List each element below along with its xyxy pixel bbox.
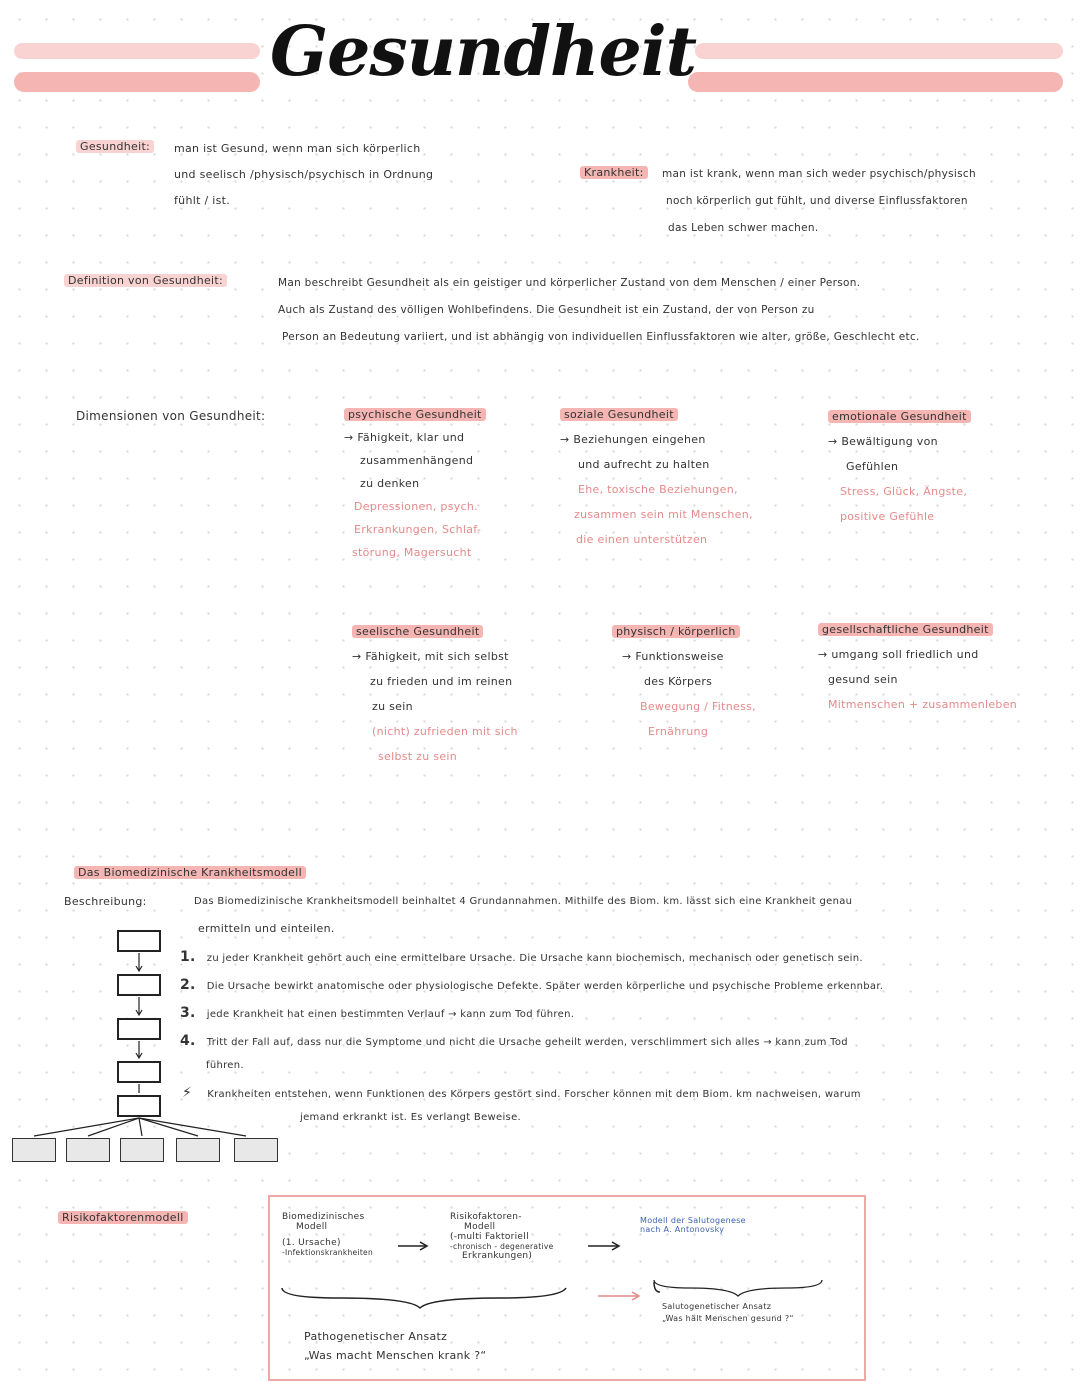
dimension-title: emotionale Gesundheit [828, 410, 971, 423]
page-title: Gesundheit [270, 12, 696, 92]
dimension-line: zu denken [360, 477, 420, 490]
risk-text: „Was hält Menschen gesund ?“ [662, 1314, 794, 1323]
dimension-psychisch [344, 408, 486, 559]
dimension-example: Stress, Glück, Ängste, [840, 485, 968, 498]
salutogenese-note [662, 1302, 794, 1323]
dimension-line: zusammenhängend [360, 454, 474, 467]
dimension-example: Mitmenschen + zusammenleben [828, 698, 1018, 711]
dimension-gesellschaftlich [818, 623, 1017, 711]
dimension-physisch [612, 625, 756, 738]
krankheit-text-2: noch körperlich gut fühlt, und diverse Einflussfaktoren [666, 195, 968, 207]
dimension-line: → Fähigkeit, klar und [344, 431, 465, 444]
dimension-line: zu sein [372, 700, 413, 713]
point-number: 3. [180, 1005, 196, 1021]
dimension-example: selbst zu sein [378, 750, 458, 763]
pathogenese-note [304, 1330, 486, 1362]
risk-text: Risikofaktoren- [450, 1212, 522, 1222]
dimensions-label: Dimensionen von Gesundheit: [76, 409, 266, 423]
definition-text-3: Person an Bedeutung variiert, und ist abhängig von individuellen Einflussfaktoren wie alter, größe, Geschlecht etc. [282, 331, 920, 343]
dimension-example: Erkrankungen, Schlaf- [354, 523, 482, 536]
header-band-right-dark [688, 72, 1063, 92]
biomed-heading: Das Biomedizinische Krankheitsmodell [74, 866, 306, 879]
risk-text: Modell der Salutogenese [640, 1216, 746, 1225]
krankheit-text-1: man ist krank, wenn man sich weder psychisch/physisch [662, 168, 976, 180]
dimension-line: zu frieden und im reinen [370, 675, 513, 688]
risk-text: Modell [464, 1222, 496, 1232]
dimension-line: → Fähigkeit, mit sich selbst [352, 650, 509, 663]
salutogenese-brace [650, 1276, 830, 1300]
lightning-icon: ⚡ [182, 1085, 193, 1101]
flow-arrows [0, 0, 300, 1170]
dimension-line: → Bewältigung von [828, 435, 938, 448]
point-text: Krankheiten entstehen, wenn Funktionen des Körpers gestört sind. Forscher können mit dem Biom. km nachweisen, warum [207, 1089, 861, 1100]
point-text: Die Ursache bewirkt anatomische oder physiologische Defekte. Später werden körperliche und psychische Probleme erkennbar. [206, 981, 884, 992]
header-band-right-light [695, 43, 1063, 59]
gesundheit-text-2: und seelisch /physisch/psychisch in Ordnung [174, 168, 434, 181]
dimension-line: → Funktionsweise [622, 650, 724, 663]
krankheit-label: Krankheit: [580, 166, 648, 179]
dimension-line: gesund sein [828, 673, 898, 686]
risk-text: Erkrankungen) [462, 1251, 533, 1261]
dimension-example: positive Gefühle [840, 510, 935, 523]
definition-label: Definition von Gesundheit: [64, 274, 227, 287]
biomed-desc-1: Das Biomedizinische Krankheitsmodell beinhaltet 4 Grundannahmen. Mithilfe des Biom. km. lässt sich eine Krankheit genau [194, 896, 853, 907]
dimension-example: (nicht) zufrieden mit sich [372, 725, 518, 738]
point-text: zu jeder Krankheit gehört auch eine ermittelbare Ursache. Die Ursache kann biochemisch, mechanisch oder genetisch sein. [206, 953, 863, 964]
point-number: 2. [180, 977, 196, 993]
definition-text-1: Man beschreibt Gesundheit als ein geistiger und körperlicher Zustand von dem Menschen / einer Person. [278, 277, 861, 289]
point-text: jede Krankheit hat einen bestimmten Verlauf → kann zum Tod führen. [206, 1009, 575, 1020]
biomed-desc-label: Beschreibung: [64, 895, 147, 908]
risk-text: Salutogenetischer Ansatz [662, 1302, 772, 1311]
risk-text: nach A. Antonovsky [640, 1225, 725, 1234]
dimension-line: des Körpers [644, 675, 713, 688]
dimension-title: psychische Gesundheit [344, 408, 486, 421]
risk-text: (1. Ursache) [282, 1238, 341, 1248]
dimension-emotional [828, 410, 971, 523]
dimension-title: soziale Gesundheit [560, 408, 753, 421]
point-number: 1. [180, 949, 196, 965]
dimension-title: seelische Gesundheit [352, 625, 518, 638]
risk-text: (-multi Faktoriell [450, 1232, 529, 1242]
risk-text: „Was macht Menschen krank ?“ [304, 1349, 487, 1362]
dimension-example: zusammen sein mit Menschen, [574, 508, 753, 521]
definition-text-2: Auch als Zustand des völligen Wohlbefindens. Die Gesundheit ist ein Zustand, der von Person zu [278, 304, 815, 316]
risk-text: -Infektionskrankheiten [282, 1248, 374, 1257]
dimension-example: die einen unterstützen [576, 533, 708, 546]
dimension-title: gesellschaftliche Gesundheit [818, 623, 1017, 636]
risk-text: Biomedizinisches [282, 1212, 365, 1222]
gesundheit-text-1: man ist Gesund, wenn man sich körperlich [174, 142, 421, 155]
risk-text: Pathogenetischer Ansatz [304, 1330, 448, 1343]
dimension-example: Ernährung [648, 725, 709, 738]
dimension-example: Bewegung / Fitness, [640, 700, 756, 713]
gesundheit-label: Gesundheit: [76, 140, 154, 153]
dimension-line: Gefühlen [846, 460, 899, 473]
dimension-seelisch [352, 625, 518, 763]
dimension-example: störung, Magersucht [352, 546, 472, 559]
biomed-point-5-cont: jemand erkrankt ist. Es verlangt Beweise. [300, 1112, 521, 1123]
risk-label: Risikofaktorenmodell [58, 1211, 188, 1224]
risk-text: Modell [296, 1222, 328, 1232]
dimension-line: → Beziehungen eingehen [560, 433, 706, 446]
biomed-point-4-cont: führen. [206, 1060, 244, 1071]
dimension-example: Depressionen, psych. [354, 500, 478, 513]
risk-text: -chronisch - degenerative [450, 1242, 554, 1251]
dimension-sozial [560, 408, 753, 546]
point-number: 4. [180, 1033, 196, 1049]
dimension-line: → umgang soll friedlich und [818, 648, 979, 661]
dimension-line: und aufrecht zu halten [578, 458, 710, 471]
gesundheit-text-3: fühlt / ist. [174, 194, 231, 207]
dimension-example: Ehe, toxische Beziehungen, [578, 483, 738, 496]
point-text: Tritt der Fall auf, dass nur die Symptome und nicht die Ursache geheilt werden, verschlimmert sich alles → kann zum Tod [206, 1037, 848, 1048]
dimension-title: physisch / körperlich [612, 625, 756, 638]
biomed-desc-2: ermitteln und einteilen. [198, 922, 335, 935]
krankheit-text-3: das Leben schwer machen. [668, 222, 819, 234]
